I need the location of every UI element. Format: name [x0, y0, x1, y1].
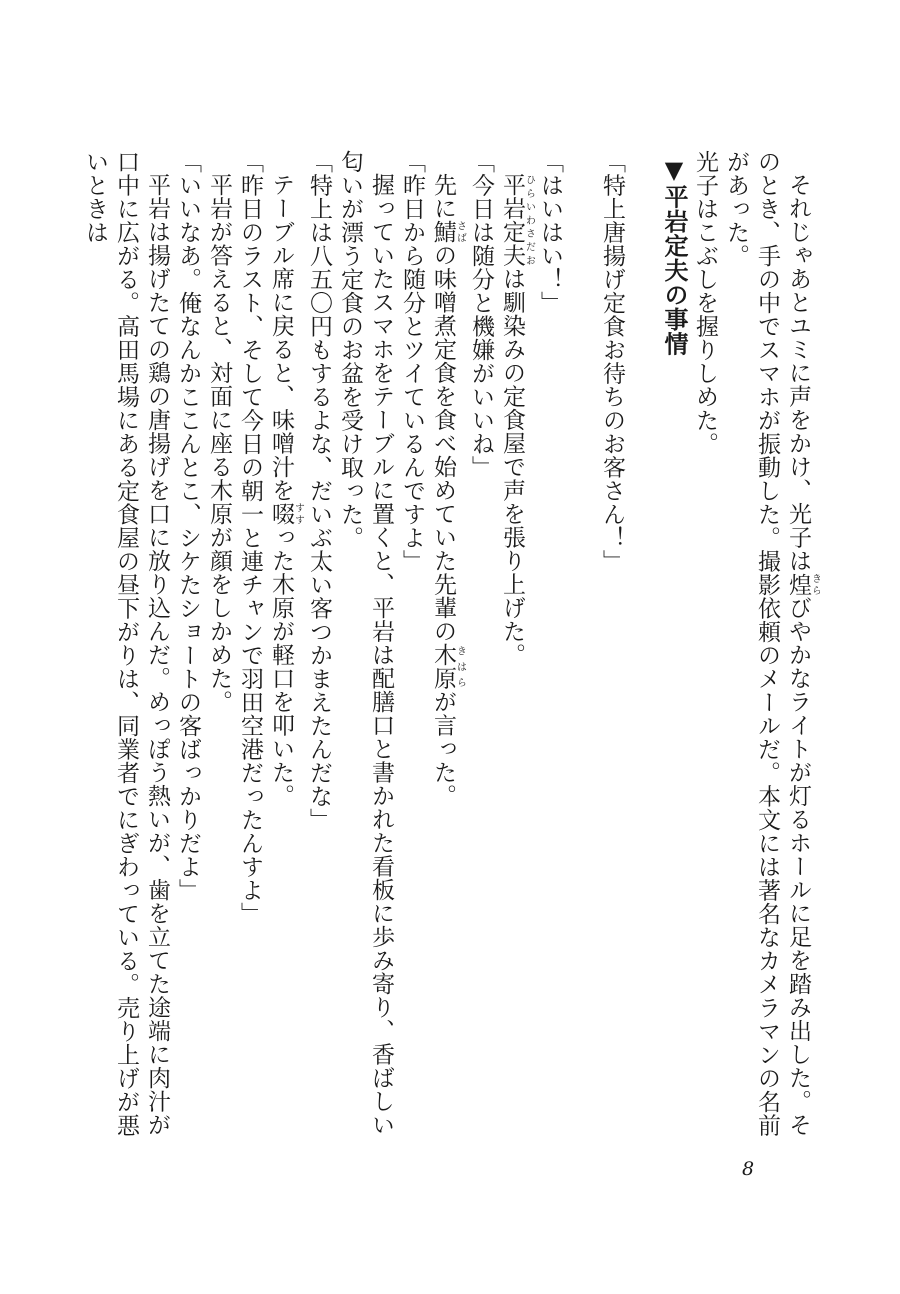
text-run: が言った。	[430, 690, 456, 808]
dialogue-line: 「いいなあ。俺なんかここんとこ、シケたショートの客ばっかりだよ」	[175, 150, 201, 902]
page-body	[80, 150, 820, 1140]
ruby-base: 平岩定夫	[499, 173, 525, 267]
text-run: びやかなライトが灯るホールに足を踏み出した。そのとき、手の中でスマホが振動した。撮影依頼のメールだ。本文には著名なカメラマンの名前があった。	[723, 150, 811, 1137]
ruby-reading: すす	[292, 502, 304, 526]
text-run: った木原が軽口を叩いた。	[268, 525, 294, 808]
ruby-word	[430, 643, 466, 690]
dialogue-line: 「特上は八五〇円もするよな、だいぶ太い客つかまえたんだな」	[306, 150, 332, 832]
ruby-base: 鯖	[430, 220, 456, 244]
paragraph	[265, 150, 303, 1140]
ruby-base: 煌	[785, 572, 811, 596]
ruby-word	[430, 220, 466, 244]
ruby-word	[268, 502, 304, 526]
section-heading: ▼平岩定夫の事情	[660, 156, 688, 356]
dialogue-line: 「今日は随分と機嫌がいいね」	[468, 150, 494, 479]
dialogue-line: 「昨日のラスト、そして今日の朝一と連チャンで羽田空港だったんすよ」	[237, 150, 263, 926]
paragraph: 平岩が答えると、対面に座る木原が顔をしかめた。	[206, 173, 232, 714]
page-number: 8	[742, 1158, 755, 1180]
ruby-word	[499, 173, 535, 267]
ruby-reading: きら	[809, 572, 820, 596]
paragraph: 握っていたスマホをテーブルに置くと、平岩は配膳口と書かれた看板に歩み寄り、香ばしい匂いが漂う定食のお盆を受け取った。	[337, 150, 394, 1137]
text-run: それじゃあとユミに声をかけ、光子は	[785, 173, 811, 573]
ruby-base: 啜	[268, 502, 294, 526]
paragraph: 平岩は揚げたての鶏の唐揚げを口に放り込んだ。めっぽう熱いが、歯を立てた途端に肉汁が口中に広がる。高田馬場にある定食屋の昼下がりは、同業者でにぎわっている。売り上げが悪いときは	[82, 150, 170, 1137]
text-run: テーブル席に戻ると、味噌汁を	[268, 173, 294, 502]
text-run: 先に	[430, 173, 456, 220]
paragraph	[720, 150, 820, 1140]
dialogue-line: 「はいはい！」	[537, 150, 563, 315]
text-run: は馴染みの定食屋で声を張り上げた。	[499, 267, 525, 667]
dialogue-line: 「昨日から随分とツイているんですよ」	[399, 150, 425, 573]
ruby-base: 木原	[430, 643, 456, 690]
ruby-word	[785, 572, 820, 597]
ruby-reading: ひらいわさだお	[523, 173, 535, 267]
paragraph	[427, 150, 465, 1140]
paragraph	[496, 150, 534, 1140]
ruby-reading: きはら	[454, 643, 466, 690]
dialogue-line: 「特上唐揚げ定食お待ちのお客さん！」	[599, 150, 625, 573]
paragraph: 光子はこぶしを握りしめた。	[692, 150, 718, 456]
text-run: の味噌煮定食を食べ始めていた先輩の	[430, 243, 456, 643]
ruby-reading: さば	[454, 220, 466, 244]
